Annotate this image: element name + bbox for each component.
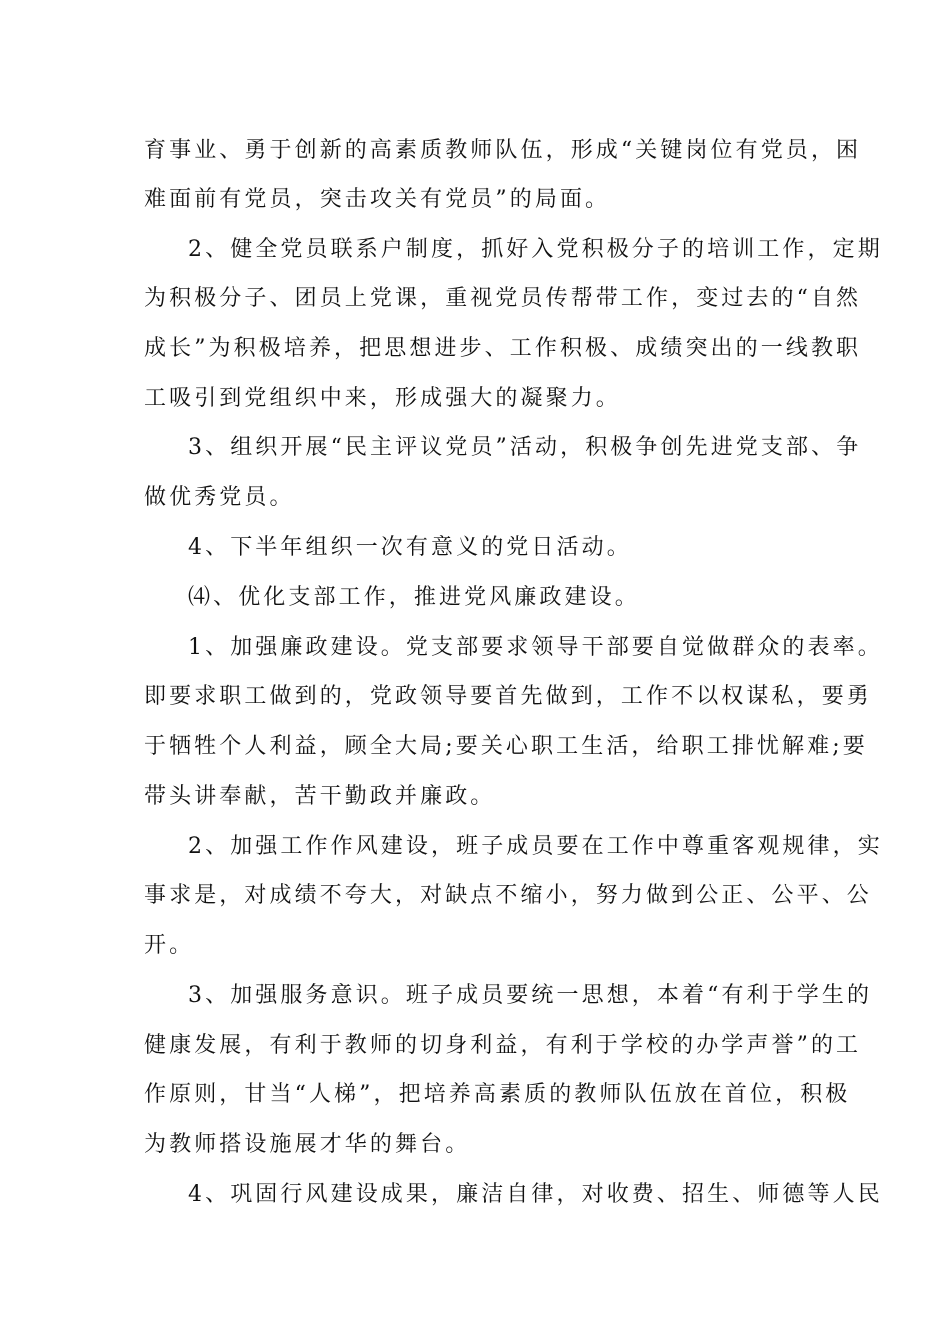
text-line: 工吸引到党组织中来，形成强大的凝聚力。 (144, 386, 621, 411)
text-line: 事求是，对成绩不夸大，对缺点不缩小，努力做到公正、公平、公 (144, 883, 872, 908)
text-line: 2、加强工作作风建设，班子成员要在工作中尊重客观规律，实 (188, 834, 883, 859)
text-line: 即要求职工做到的，党政领导要首先做到，工作不以权谋私，要勇 (144, 684, 872, 709)
text-line: 3、加强服务意识。班子成员要统一思想，本着“有利于学生的 (188, 983, 873, 1008)
text-line: 4、下半年组织一次有意义的党日活动。 (188, 535, 632, 560)
text-line: 于牺牲个人利益，顾全大局;要关心职工生活，给职工排忧解难;要 (144, 734, 868, 759)
text-line: 4、巩固行风建设成果，廉洁自律，对收费、招生、师德等人民 (188, 1182, 883, 1207)
text-line: 成长”为积极培养，把思想进步、工作积极、成绩突出的一线教职 (144, 336, 862, 361)
text-line: 为积极分子、团员上党课，重视党员传帮带工作，变过去的“自然 (144, 286, 862, 311)
text-line: 为教师搭设施展才华的舞台。 (144, 1132, 471, 1157)
text-line: 作原则，甘当“人梯”，把培养高素质的教师队伍放在首位，积极 (144, 1082, 851, 1107)
text-line: 健康发展，有利于教师的切身利益，有利于学校的办学声誉”的工 (144, 1033, 862, 1058)
text-line: 带头讲奉献，苦干勤政并廉政。 (144, 784, 496, 809)
text-line: 1、加强廉政建设。党支部要求领导干部要自觉做群众的表率。 (188, 635, 883, 660)
text-line: 2、健全党员联系户制度，抓好入党积极分子的培训工作，定期 (188, 237, 883, 262)
text-line: 开。 (144, 933, 195, 958)
text-line: 育事业、勇于创新的高素质教师队伍，形成“关键岗位有党员，困 (144, 138, 862, 163)
text-line: 3、组织开展“民主评议党员”活动，积极争创先进党支部、争 (188, 435, 862, 460)
text-line: 做优秀党员。 (144, 485, 295, 510)
text-line: 难面前有党员，突击攻关有党员”的局面。 (144, 187, 611, 212)
text-line: ⑷、优化支部工作，推进党风廉政建设。 (188, 585, 640, 610)
